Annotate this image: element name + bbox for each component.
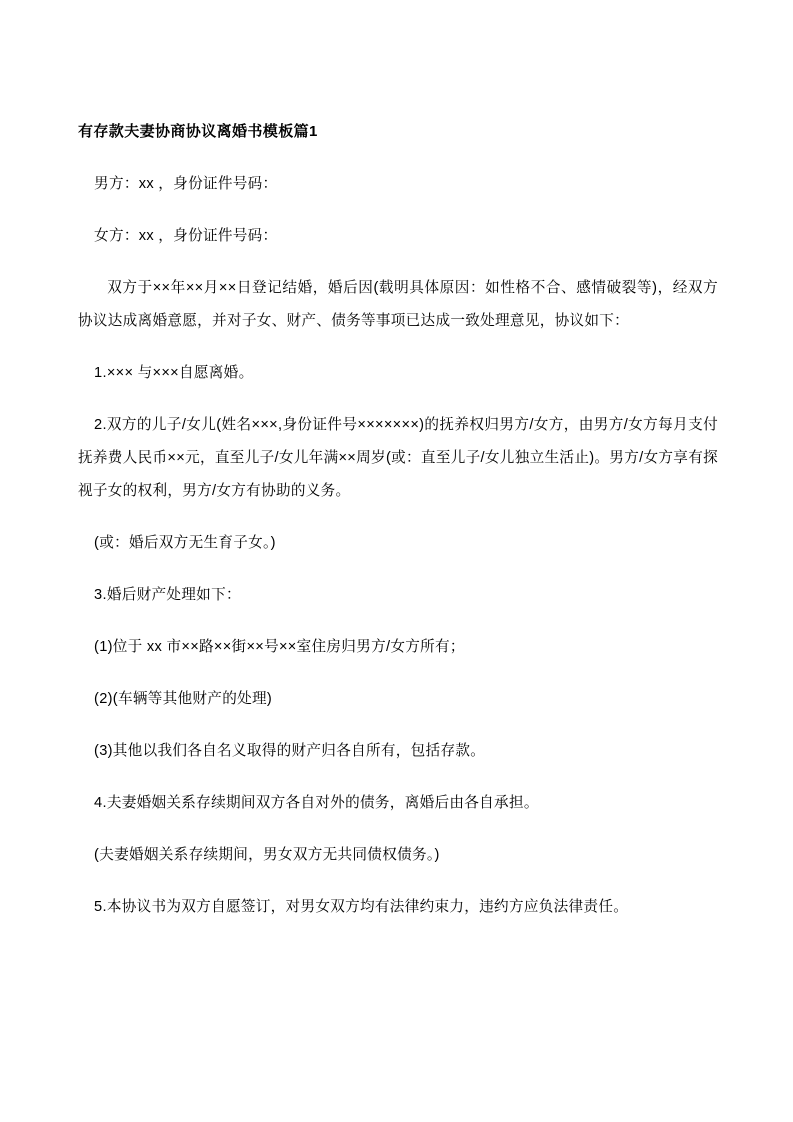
paragraph-clause-2: 2.双方的儿子/女儿(姓名×××,身份证件号×××××××)的抚养权归男方/女方，由男方/女方每月支付抚养费人民币××元，直至儿子/女儿年满××周岁(或：直至儿子/女儿独立生活止)。男方/女方享有探视子女的权利，男方/女方有协助的义务。 [78,417,718,499]
paragraph-intro: 双方于××年××月××日登记结婚，婚后因(载明具体原因：如性格不合、感情破裂等)，经双方协议达成离婚意愿，并对子女、财产、债务等事项已达成一致处理意见，协议如下： [78,280,718,329]
paragraph-note-no-children: (或：婚后双方无生育子女。) [94,535,276,551]
paragraph-clause-3-3: (3)其他以我们各自名义取得的财产归各自所有，包括存款。 [94,743,486,759]
document-title: 有存款夫妻协商协议离婚书模板篇1 [78,123,318,140]
paragraph-man-info: 男方：xx ，身份证件号码： [94,176,278,192]
paragraph-clause-3: 3.婚后财产处理如下： [94,587,241,603]
paragraph-clause-4: 4.夫妻婚姻关系存续期间双方各自对外的债务，离婚后由各自承担。 [94,795,539,811]
paragraph-clause-3-1: (1)位于 xx 市××路××街××号××室住房归男方/女方所有； [94,639,465,655]
paragraph-clause-1: 1.××× 与×××自愿离婚。 [94,365,254,381]
paragraph-woman-info: 女方：xx ，身份证件号码： [94,228,278,244]
document-body [78,118,718,943]
paragraph-clause-3-2: (2)(车辆等其他财产的处理) [94,691,273,707]
paragraph-clause-5: 5.本协议书为双方自愿签订，对男女双方均有法律约束力，违约方应负法律责任。 [94,899,629,915]
paragraph-note-no-debt: (夫妻婚姻关系存续期间，男女双方无共同债权债务。) [94,847,440,863]
